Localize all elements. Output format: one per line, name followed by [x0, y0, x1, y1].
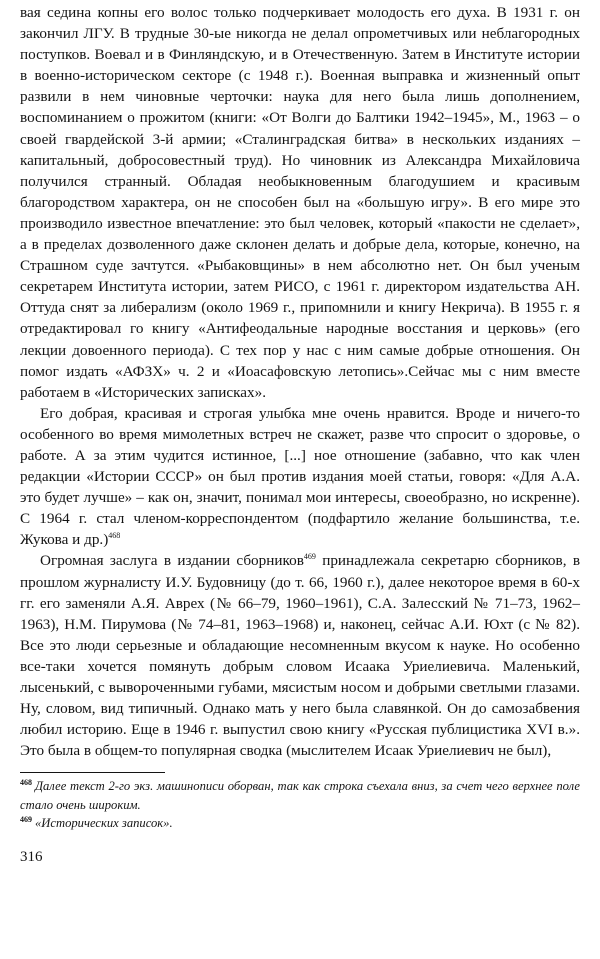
footnote-ref-469[interactable]: 469	[303, 552, 316, 562]
body-paragraph-3	[20, 550, 580, 761]
footnote-text: Далее текст 2-го экз. машинописи оборван, так как строка съехала вниз, за счет чего верхнее поле стало очень широким.	[20, 779, 580, 812]
book-page	[20, 2, 580, 866]
footnote-468	[20, 777, 580, 814]
footnote-ref-468[interactable]: 468	[108, 531, 121, 541]
paragraph-text-start: Огромная заслуга в издании сборников	[40, 552, 304, 570]
page-number: 316	[20, 848, 43, 865]
footnote-469	[20, 814, 580, 833]
footnote-number: 469	[20, 815, 32, 825]
body-paragraph-1	[20, 2, 580, 403]
footnote-divider	[20, 772, 165, 773]
footnote-text: «Исторических записок».	[35, 816, 173, 831]
footnote-number: 468	[20, 778, 32, 788]
paragraph-text: вая седина копны его волос только подчеркивает молодость его духа. В 1931 г. он закончил ЛГУ. В трудные 30-ые никогда не делал опрометчивых или неблагородных поступков. Воевал и в Финляндскую, и в Отечественную. Затем в Институте истории в военно-историческом секторе (с 1948 г.). Военная выправка и жизненный опыт развили в нем чиновные черточки: наука для него была лишь дополнением, воспоминанием о прожитом (книги: «От Волги до Балтики 1942–1945», М., 1963 – о своей гвардейской 3-й армии; «Сталинградская битва» в нескольких изданиях – капитальный, добросовестный труд). Но чиновник из Александра Михайловича получился странный. Обладая необыкновенным благодушием и красивым благородством характера, он не способен был на «большую игру». В его мире это производило известное впечатление: это был человек, который «пакости не сделает», а в пределах дозволенного даже склонен делать и добрые дела, которые, конечно, на Страшном суде зачтутся. «Рыбаковщины» в нем абсолютно нет. Он был ученым секретарем Института истории, затем РИСО, с 1961 г. директором издательства АН. Оттуда снят за либерализм (около 1969 г., припомнили и книгу Некрича). В 1955 г. я отредактировал го книгу «Антифеодальные народные восстания и церковь» (его лекции довоенного периода). С тех пор у нас с ним самые добрые отношения. Он помог издать «АФЗХ» ч. 2 и «Иоасафовскую летопись».Сейчас мы с ним вместе работаем в «Исторических записках».	[20, 4, 580, 401]
paragraph-text-end: принадлежала секретарю сборников, в прошлом журналисту И.У. Будовницу (до т. 66, 1960 г.), далее некоторое время в 60-х гг. его заменяли А.Я. Аврех (№ 66–79, 1960–1961), С.А. Залесский № 71–73, 1962–1963), Н.М. Пирумова (№ 74–81, 1963–1968) и, наконец, сейчас А.И. Юхт (с № 82). Все это люди серьезные и обладающие несомненным вкусом к науке. Но особенно все-таки хочется помянуть добрым словом Исаака Уриелиевича. Маленький, лысенький, с вывороченными губами, мясистым носом и добрыми светлыми глазами. Ну, словом, вид типичный. Однако мать у него была славянкой. Он до самозабвения любил историю. Еще в 1946 г. выпустил свою книгу «Русская публицистика XVI в.». Это была в общем-то популярная сводка (мыслителем Исаак Уриелиевич не был),	[20, 552, 580, 760]
body-paragraph-2	[20, 403, 580, 551]
paragraph-text: Его добрая, красивая и строгая улыбка мне очень нравится. Вроде и ничего-то особенного во время мимолетных встреч не скажет, разве что спросит о здоровье, о работе. А за этим чудится истинное, [...] ное отношение (забавно, что как член редакции «Истории СССР» он был против издания моей статьи, говоря: «Для А.А. это будет лучше» – как он, значит, понимал мои интересы, своеобразно, но искренне). С 1964 г. стал членом-корреспондентом (подфартило желание большинства, т.е. Жукова и др.)	[20, 404, 580, 549]
